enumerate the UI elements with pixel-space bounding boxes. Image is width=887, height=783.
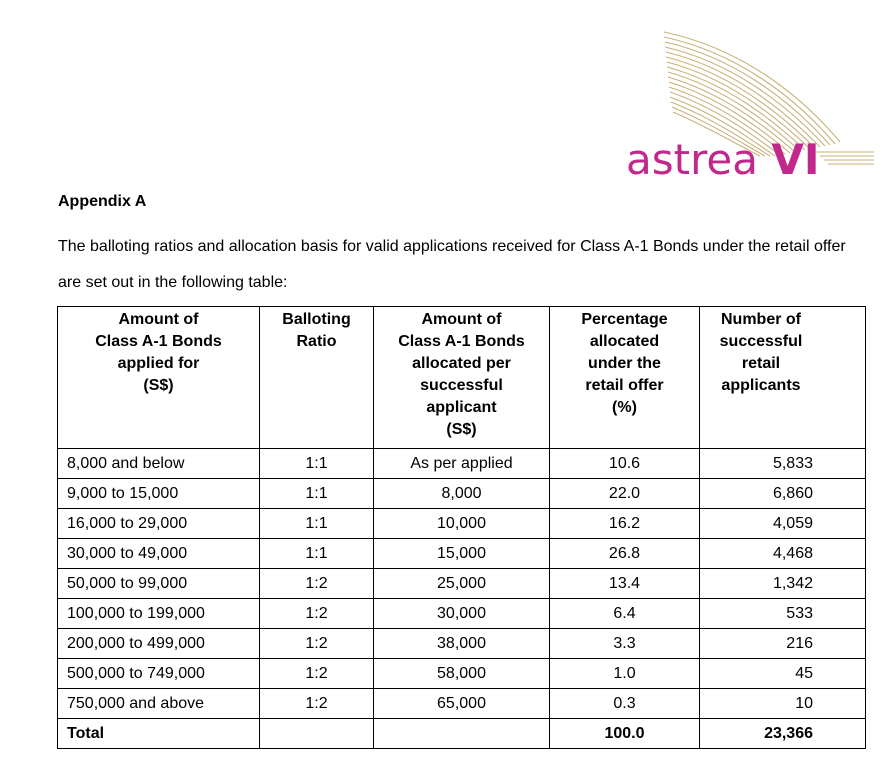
table-row bbox=[58, 569, 866, 599]
cell-percentage-allocated: 10.6 bbox=[550, 449, 700, 479]
header-line: (%) bbox=[612, 399, 637, 416]
cell-amount-allocated: As per applied bbox=[374, 449, 550, 479]
cell-successful-applicants: 6,860 bbox=[700, 479, 866, 509]
header-line: Amount of bbox=[421, 311, 502, 328]
cell-percentage-allocated: 16.2 bbox=[550, 509, 700, 539]
cell-percentage-allocated: 100.0 bbox=[550, 719, 700, 749]
cell-balloting-ratio: 1:2 bbox=[260, 599, 374, 629]
header-line: applicants bbox=[721, 377, 801, 394]
cell-amount-applied: 500,000 to 749,000 bbox=[58, 659, 260, 689]
header-line: Class A-1 Bonds bbox=[398, 333, 525, 350]
cell-successful-applicants: 1,342 bbox=[700, 569, 866, 599]
cell-amount-applied: 100,000 to 199,000 bbox=[58, 599, 260, 629]
header-line: Balloting bbox=[282, 311, 351, 328]
cell-amount-allocated bbox=[374, 719, 550, 749]
table-row bbox=[58, 659, 866, 689]
header-line: Amount of bbox=[118, 311, 199, 328]
logo-wordmark bbox=[626, 136, 820, 184]
cell-percentage-allocated: 13.4 bbox=[550, 569, 700, 599]
cell-successful-applicants: 4,468 bbox=[700, 539, 866, 569]
header-line: retail bbox=[741, 355, 781, 372]
header-line: retail offer bbox=[585, 377, 664, 394]
table-row bbox=[58, 539, 866, 569]
cell-successful-applicants: 5,833 bbox=[700, 449, 866, 479]
logo-numeral: VI bbox=[771, 135, 820, 184]
cell-percentage-allocated: 3.3 bbox=[550, 629, 700, 659]
table-row bbox=[58, 449, 866, 479]
header-line: applied for bbox=[117, 355, 200, 372]
cell-amount-allocated: 25,000 bbox=[374, 569, 550, 599]
cell-amount-allocated: 38,000 bbox=[374, 629, 550, 659]
cell-balloting-ratio: 1:1 bbox=[260, 539, 374, 569]
cell-amount-allocated: 58,000 bbox=[374, 659, 550, 689]
cell-amount-applied: 30,000 to 49,000 bbox=[58, 539, 260, 569]
header-percentage-allocated bbox=[550, 307, 700, 449]
cell-balloting-ratio: 1:2 bbox=[260, 659, 374, 689]
cell-successful-applicants: 10 bbox=[700, 689, 866, 719]
cell-percentage-allocated: 26.8 bbox=[550, 539, 700, 569]
cell-amount-allocated: 10,000 bbox=[374, 509, 550, 539]
logo-word: astrea bbox=[626, 135, 759, 184]
table-row bbox=[58, 689, 866, 719]
cell-percentage-allocated: 22.0 bbox=[550, 479, 700, 509]
cell-balloting-ratio: 1:1 bbox=[260, 509, 374, 539]
header-line: allocated per bbox=[412, 355, 511, 372]
header-line: Ratio bbox=[296, 333, 337, 350]
cell-amount-applied: 750,000 and above bbox=[58, 689, 260, 719]
cell-amount-applied: 9,000 to 15,000 bbox=[58, 479, 260, 509]
header-line: allocated bbox=[589, 333, 660, 350]
header-amount-applied bbox=[58, 307, 260, 449]
table-body bbox=[58, 449, 866, 749]
cell-successful-applicants: 533 bbox=[700, 599, 866, 629]
cell-balloting-ratio: 1:1 bbox=[260, 449, 374, 479]
cell-balloting-ratio bbox=[260, 719, 374, 749]
header-line: (S$) bbox=[143, 377, 174, 394]
cell-amount-applied: 50,000 to 99,000 bbox=[58, 569, 260, 599]
cell-amount-applied: 200,000 to 499,000 bbox=[58, 629, 260, 659]
total-row bbox=[58, 719, 866, 749]
cell-amount-applied: Total bbox=[58, 719, 260, 749]
cell-amount-applied: 16,000 to 29,000 bbox=[58, 509, 260, 539]
header-line: (S$) bbox=[446, 421, 477, 438]
cell-amount-allocated: 8,000 bbox=[374, 479, 550, 509]
header-line: applicant bbox=[426, 399, 497, 416]
allocation-table bbox=[57, 306, 866, 749]
cell-successful-applicants: 4,059 bbox=[700, 509, 866, 539]
table-row bbox=[58, 479, 866, 509]
table-row bbox=[58, 629, 866, 659]
appendix-heading: Appendix A bbox=[58, 193, 147, 210]
cell-amount-allocated: 15,000 bbox=[374, 539, 550, 569]
header-line: Percentage bbox=[581, 311, 668, 328]
table-row bbox=[58, 509, 866, 539]
header-line: Class A-1 Bonds bbox=[95, 333, 222, 350]
header-balloting-ratio bbox=[260, 307, 374, 449]
header-line: under the bbox=[588, 355, 661, 372]
header-line: successful bbox=[719, 333, 803, 350]
table-header-row bbox=[58, 307, 866, 449]
header-successful-applicants bbox=[700, 307, 866, 449]
astrea-logo bbox=[620, 24, 882, 184]
cell-balloting-ratio: 1:2 bbox=[260, 569, 374, 599]
cell-successful-applicants: 23,366 bbox=[700, 719, 866, 749]
cell-successful-applicants: 216 bbox=[700, 629, 866, 659]
cell-balloting-ratio: 1:2 bbox=[260, 629, 374, 659]
cell-percentage-allocated: 1.0 bbox=[550, 659, 700, 689]
cell-successful-applicants: 45 bbox=[700, 659, 866, 689]
intro-paragraph: The balloting ratios and allocation basis for valid applications received for Class A-1 Bonds under the retail offer are set out in the following table: bbox=[58, 238, 846, 291]
cell-amount-allocated: 65,000 bbox=[374, 689, 550, 719]
cell-balloting-ratio: 1:2 bbox=[260, 689, 374, 719]
cell-percentage-allocated: 6.4 bbox=[550, 599, 700, 629]
header-line: successful bbox=[420, 377, 503, 394]
header-line: Number of bbox=[721, 311, 801, 328]
cell-amount-applied: 8,000 and below bbox=[58, 449, 260, 479]
header-amount-allocated bbox=[374, 307, 550, 449]
table-row bbox=[58, 599, 866, 629]
cell-percentage-allocated: 0.3 bbox=[550, 689, 700, 719]
cell-balloting-ratio: 1:1 bbox=[260, 479, 374, 509]
cell-amount-allocated: 30,000 bbox=[374, 599, 550, 629]
